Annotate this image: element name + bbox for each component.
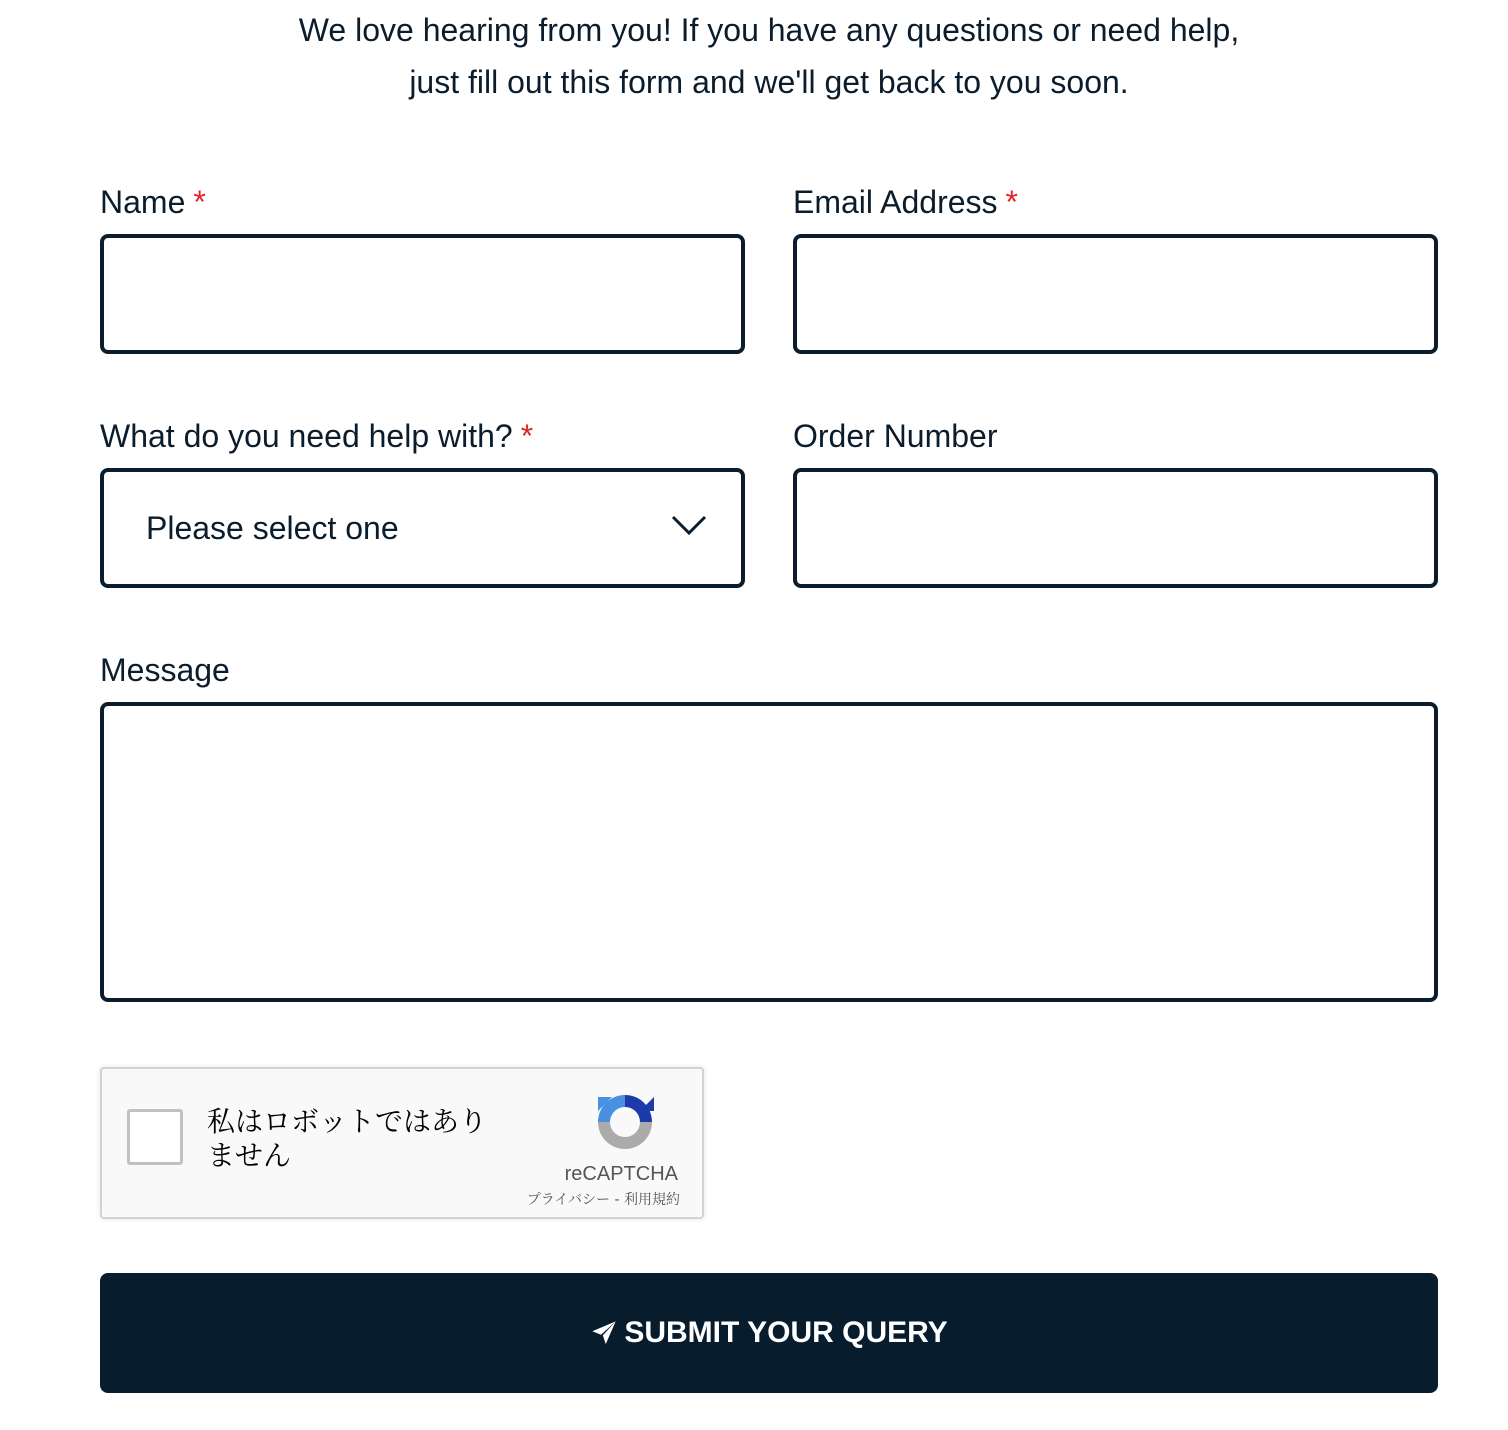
- topic-select[interactable]: [100, 468, 745, 588]
- topic-label: [100, 416, 533, 456]
- message-label-text: Message: [100, 652, 230, 688]
- required-asterisk: *: [1005, 184, 1018, 220]
- order-number-input[interactable]: [793, 468, 1438, 588]
- topic-label-text: What do you need help with?: [100, 418, 513, 454]
- recaptcha-logo-icon: [592, 1089, 658, 1155]
- required-asterisk: *: [520, 418, 534, 454]
- recaptcha-links: [527, 1189, 680, 1209]
- recaptcha-widget: [100, 1067, 704, 1219]
- name-label-text: Name: [100, 184, 186, 220]
- submit-button[interactable]: [100, 1273, 1438, 1393]
- recaptcha-brand: reCAPTCHA: [564, 1163, 678, 1185]
- chevron-down-icon: [671, 514, 707, 536]
- order-number-label: [793, 416, 998, 456]
- email-label: [793, 182, 1018, 222]
- recaptcha-checkbox[interactable]: [127, 1109, 183, 1165]
- topic-select-value: Please select one: [146, 510, 399, 546]
- paper-plane-icon: [590, 1319, 618, 1347]
- email-input[interactable]: [793, 234, 1438, 354]
- intro-line-2: just fill out this form and we'll get back to you soon.: [409, 64, 1129, 100]
- recaptcha-link-separator: -: [610, 1192, 624, 1208]
- intro-text: [0, 4, 1508, 108]
- message-textarea[interactable]: [100, 702, 1438, 1002]
- recaptcha-label: 私はロボットではありません: [207, 1105, 488, 1172]
- recaptcha-terms-link[interactable]: 利用規約: [624, 1192, 680, 1208]
- name-input[interactable]: [100, 234, 745, 354]
- intro-line-1: We love hearing from you! If you have any questions or need help,: [298, 12, 1240, 48]
- email-label-text: Email Address: [793, 184, 998, 220]
- name-label: [100, 182, 206, 222]
- recaptcha-privacy-link[interactable]: プライバシー: [526, 1192, 611, 1208]
- order-number-label-text: Order Number: [793, 418, 998, 454]
- required-asterisk: *: [193, 184, 206, 220]
- submit-button-label: SUBMIT YOUR QUERY: [624, 1316, 948, 1349]
- message-label: [100, 650, 230, 690]
